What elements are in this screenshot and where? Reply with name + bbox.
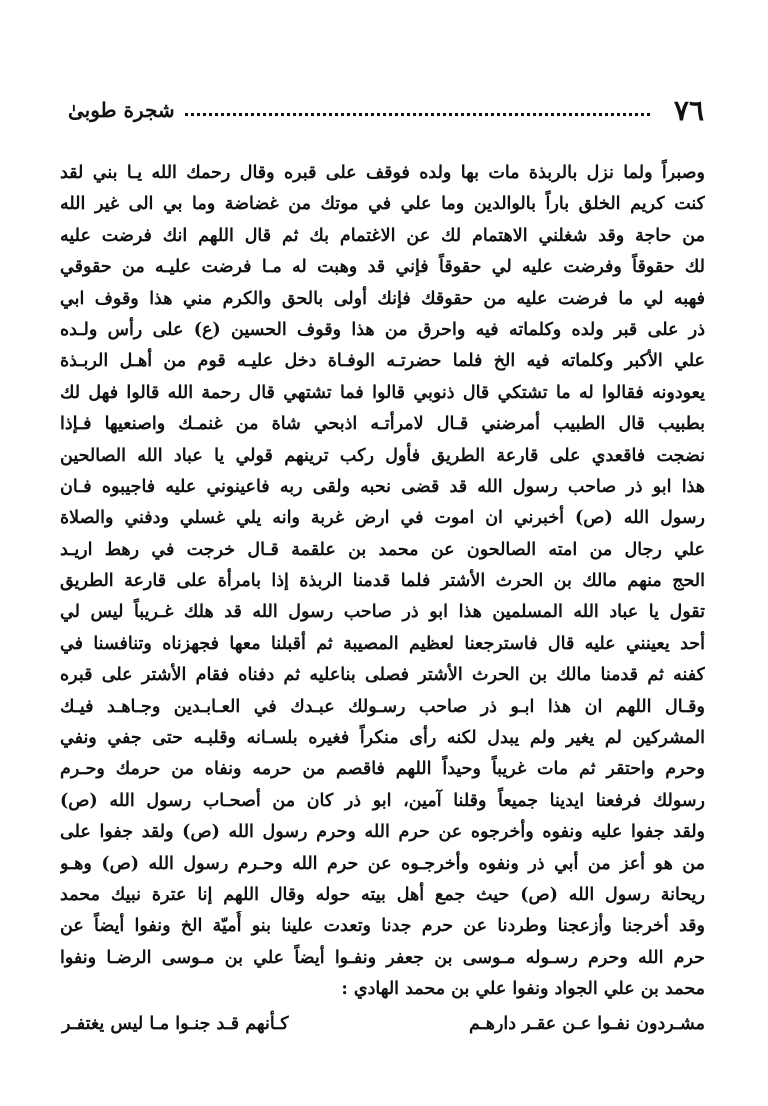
text-line: من هو أعز من أبي ذر ونفوه وأخرجـوه عن حرم الله وحـرم رسول الله (ص) وهـو bbox=[60, 853, 705, 874]
text-line: لك حقوقاً وفرضت عليه لي حقوقاً فإني قد وهبت له مـا فرضت عليـه من حقوقي bbox=[60, 257, 705, 278]
text-line: محمد بن علي الجواد ونفوا علي بن محمد الهادي : bbox=[341, 979, 705, 1000]
text-line: نضجت فاقعدي على قارعة الطريق فأول ركب ترينهم قولي يا عباد الله الصالحين bbox=[60, 445, 705, 466]
header-dot-leader bbox=[185, 113, 650, 116]
text-line: ذر على قبر ولده وكلماته فيه واحرق من هذا وقوف الحسين (ع) على رأس ولـده bbox=[60, 319, 705, 340]
text-line: وقد أخرجنا وأزعجنا وطردنا عن حرم جدنا وتعدت علينا بنو أُميّة الخ ونفوا أيضاً عن bbox=[60, 916, 705, 937]
page-number: ٧٦ bbox=[673, 93, 704, 127]
text-line: وحرم واحتقر ثم مات غريباً وحيداً اللهم فاقصم من حرمه ونفاه من حرمك وحـرم bbox=[60, 759, 705, 780]
text-line: علي رجال من امته الصالحون عن محمد بن علقمة قـال خرجت في رهط اريـد bbox=[60, 539, 705, 560]
text-line: هذا ابو ذر صاحب رسول الله قد قضى نحبه ولقى ربه فاعينوني عليه فاجيبوه فـان bbox=[60, 476, 705, 497]
text-line: كفنه ثم قدمنا مالك بن الحرث الأشتر فصلى بناعليه ثم دفناه فقام الأشتر على قبره bbox=[60, 665, 705, 686]
text-line: تقول يا عباد الله المسلمين هذا ابو ذر صاحب رسول الله قد هلك غـريباً ليس لي bbox=[60, 602, 705, 623]
text-line: كنت كريم الخلق باراً بالوالدين وما علي في موتك من غضاضة وما بي الى غير الله bbox=[60, 194, 705, 215]
text-line: أحد يعينني عليه قال فاسترجعنا لعظيم المصيبة ثم أقبلنا معها فجهزناه وتنافسنا في bbox=[60, 633, 705, 654]
text-line: من حاجة وقد شغلني الاهتمام لك عن الاغتمام بك ثم قال اللهم انك فرضت عليه bbox=[60, 225, 705, 246]
text-line: ولقد جفوا عليه ونفوه وأخرجوه عن حرم الله وحرم رسول الله (ص) ولقد جفوا على bbox=[60, 822, 705, 843]
poetry-verse bbox=[62, 1008, 705, 1040]
text-line: الحج منهم مالك بن الحرث الأشتر فلما قدمنا الربذة إذا بامرأة على قارعة الطريق bbox=[60, 571, 705, 592]
verse-first-hemistich: مشـردون نفـوا عـن عقـر دارهـم bbox=[468, 1014, 705, 1034]
text-line: ريحانة رسول الله (ص) حيث جمع أهل بيته حوله وقال اللهم إنا عترة نبيك محمد bbox=[60, 884, 705, 905]
text-line: رسول الله (ص) أخبرني ان اموت في ارض غربة وانه يلي غسلي ودفني والصلاة bbox=[60, 508, 705, 529]
text-line: وصبراً ولما نزل بالربذة مات بها ولده فوقف على قبره وقال رحمك الله يـا بني لقد bbox=[60, 163, 705, 183]
text-line: علي الأكبر وكلماته فيه الخ فلما حضرتـه الوفـاة دخل عليـه قوم من أهـل الربـذة bbox=[60, 351, 705, 372]
text-line: المشركين لم يغير ولم يبدل لكنه رأى منكراً فغيره بلسـانه وقلبـه حتى جفي ونفي bbox=[60, 728, 705, 749]
text-line: حرم الله وحرم رسـوله مـوسى بن جعفر ونفـوا أيضاً علي بن مـوسى الرضـا ونفوا bbox=[60, 947, 705, 968]
page-header bbox=[68, 90, 704, 130]
verse-second-hemistich: كـأنهم قـد جنـوا مـا ليس يغتفـر bbox=[62, 1014, 289, 1034]
text-line: فهبه لي ما فرضت عليه من حقوقك فإنك أولى بالحق والكرم مني هذا وقوف ابي bbox=[60, 288, 705, 309]
text-line: يعودونه فقالوا له ما تشتكي قال ذنوبي قالوا فما تشتهي قال رحمة الله قالوا فهل لك bbox=[60, 382, 705, 403]
body-text bbox=[60, 158, 705, 1006]
text-line: رسولك فرفعنا ايدينا جميعاً وقلنا آمين، ابو ذر كان من أصحـاب رسول الله (ص) bbox=[60, 790, 705, 811]
text-line: وقـال اللهم ان هذا ابـو ذر صاحب رسـولك عبـدك في العـابـدين وجـاهـد فيـك bbox=[60, 696, 705, 717]
text-line: بطبيب قال الطبيب أمرضني قـال لامرأتـه اذبحي شاة من غنمـك واصنعيها فـإذا bbox=[60, 414, 705, 435]
running-title: شجرة طوبىٰ bbox=[68, 98, 175, 122]
